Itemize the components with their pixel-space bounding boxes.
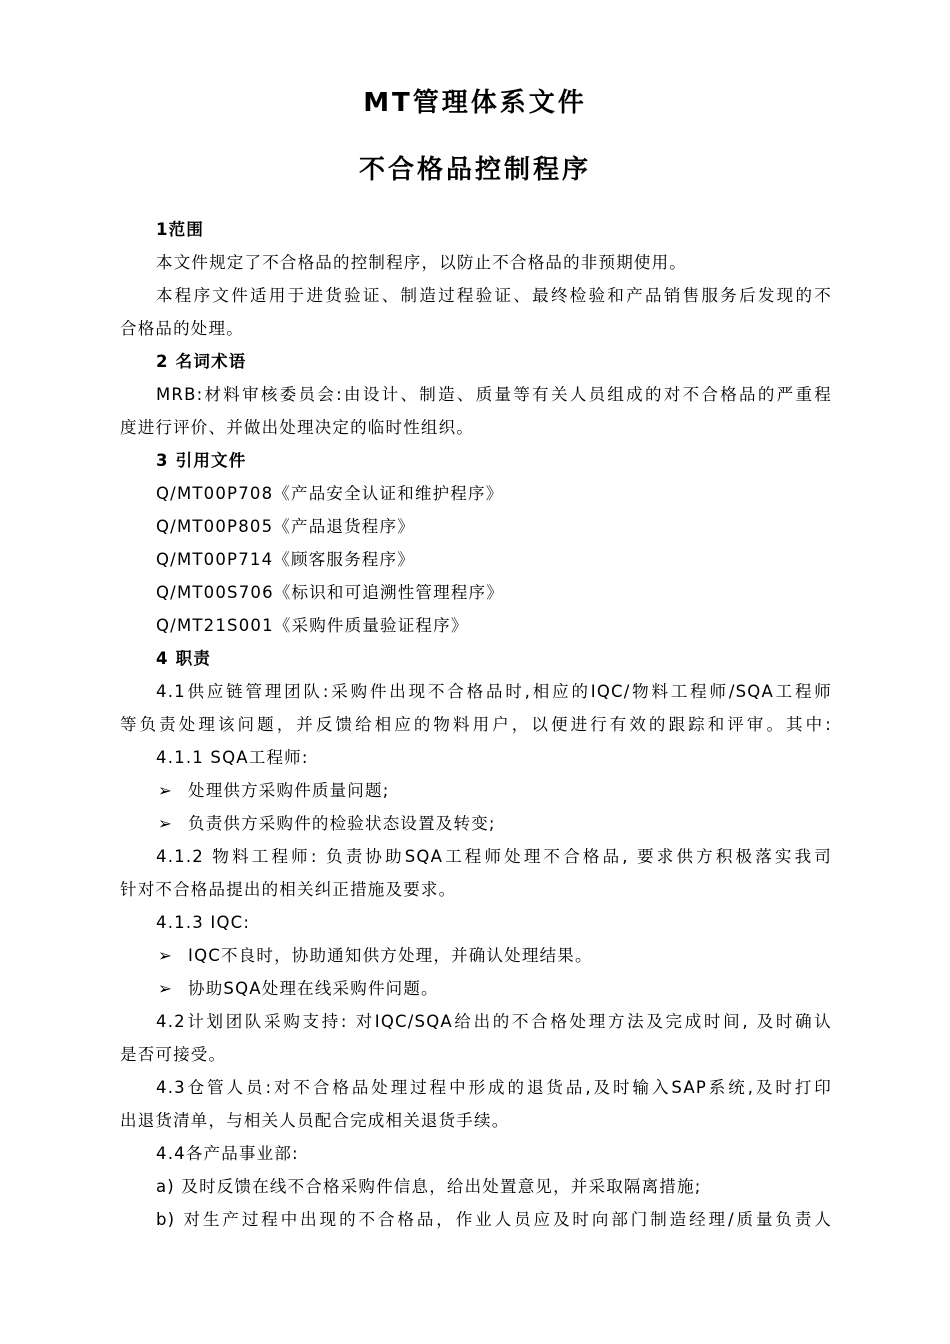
arrow-bullet-icon: ➢ <box>158 979 174 998</box>
arrow-bullet-icon: ➢ <box>158 781 174 800</box>
paragraph-line: 等负责处理该问题，并反馈给相应的物料用户，以便进行有效的跟踪和评审。其中: <box>120 715 832 734</box>
reference-item: Q/MT00S706《标识和可追溯性管理程序》 <box>156 583 504 602</box>
section-heading: 3 引用文件 <box>156 451 247 470</box>
paragraph-line: 4.3仓管人员:对不合格品处理过程中形成的退货品,及时输入SAP系统,及时打印 <box>156 1078 832 1097</box>
reference-item: Q/MT00P708《产品安全认证和维护程序》 <box>156 484 504 503</box>
bullet-item <box>120 807 832 840</box>
paragraph-line: 本文件规定了不合格品的控制程序，以防止不合格品的非预期使用。 <box>156 253 687 272</box>
paragraph-line: 本程序文件适用于进货验证、制造过程验证、最终检验和产品销售服务后发现的不 <box>156 286 832 305</box>
subsection-heading: 4.1.1 SQA工程师: <box>156 748 309 767</box>
paragraph-line: 4.1.2 物料工程师: 负责协助SQA工程师处理不合格品, 要求供方积极落实我司 <box>156 847 832 866</box>
document-body <box>120 213 832 1236</box>
reference-item: Q/MT21S001《采购件质量验证程序》 <box>156 616 469 635</box>
list-item: a) 及时反馈在线不合格采购件信息，给出处置意见，并采取隔离措施; <box>156 1177 702 1196</box>
paragraph-line: 针对不合格品提出的相关纠正措施及要求。 <box>120 880 457 899</box>
paragraph-line: 4.1供应链管理团队:采购件出现不合格品时,相应的IQC/物料工程师/SQA工程师 <box>156 682 832 701</box>
arrow-bullet-icon: ➢ <box>158 814 174 833</box>
reference-item: Q/MT00P714《顾客服务程序》 <box>156 550 415 569</box>
document-title: MT管理体系文件 <box>363 88 587 118</box>
paragraph-line: 出退货清单，与相关人员配合完成相关退货手续。 <box>120 1111 510 1130</box>
paragraph-line: 是否可接受。 <box>120 1045 227 1064</box>
bullet-item <box>120 774 832 807</box>
reference-item: Q/MT00P805《产品退货程序》 <box>156 517 415 536</box>
bullet-text: 处理供方采购件质量问题; <box>188 781 390 800</box>
bullet-item <box>120 972 832 1005</box>
section-heading: 1范围 <box>156 220 205 239</box>
section-heading: 2 名词术语 <box>156 352 247 371</box>
paragraph-line: 合格品的处理。 <box>120 319 244 338</box>
list-item: b) 对生产过程中出现的不合格品，作业人员应及时向部门制造经理/质量负责人 <box>156 1210 832 1229</box>
section-heading: 4 职责 <box>156 649 212 668</box>
bullet-text: 负责供方采购件的检验状态设置及转变; <box>188 814 496 833</box>
subsection-heading: 4.1.3 IQC: <box>156 913 251 932</box>
bullet-item <box>120 939 832 972</box>
arrow-bullet-icon: ➢ <box>158 946 174 965</box>
bullet-text: IQC不良时，协助通知供方处理，并确认处理结果。 <box>188 946 593 965</box>
subsection-heading: 4.4各产品事业部: <box>156 1144 299 1163</box>
paragraph-line: 4.2计划团队采购支持: 对IQC/SQA给出的不合格处理方法及完成时间, 及时确认 <box>156 1012 832 1031</box>
paragraph-line: 度进行评价、并做出处理决定的临时性组织。 <box>120 418 474 437</box>
paragraph-line: MRB:材料审核委员会:由设计、制造、质量等有关人员组成的对不合格品的严重程 <box>156 385 832 404</box>
bullet-text: 协助SQA处理在线采购件问题。 <box>188 979 439 998</box>
document-subtitle: 不合格品控制程序 <box>358 155 591 185</box>
